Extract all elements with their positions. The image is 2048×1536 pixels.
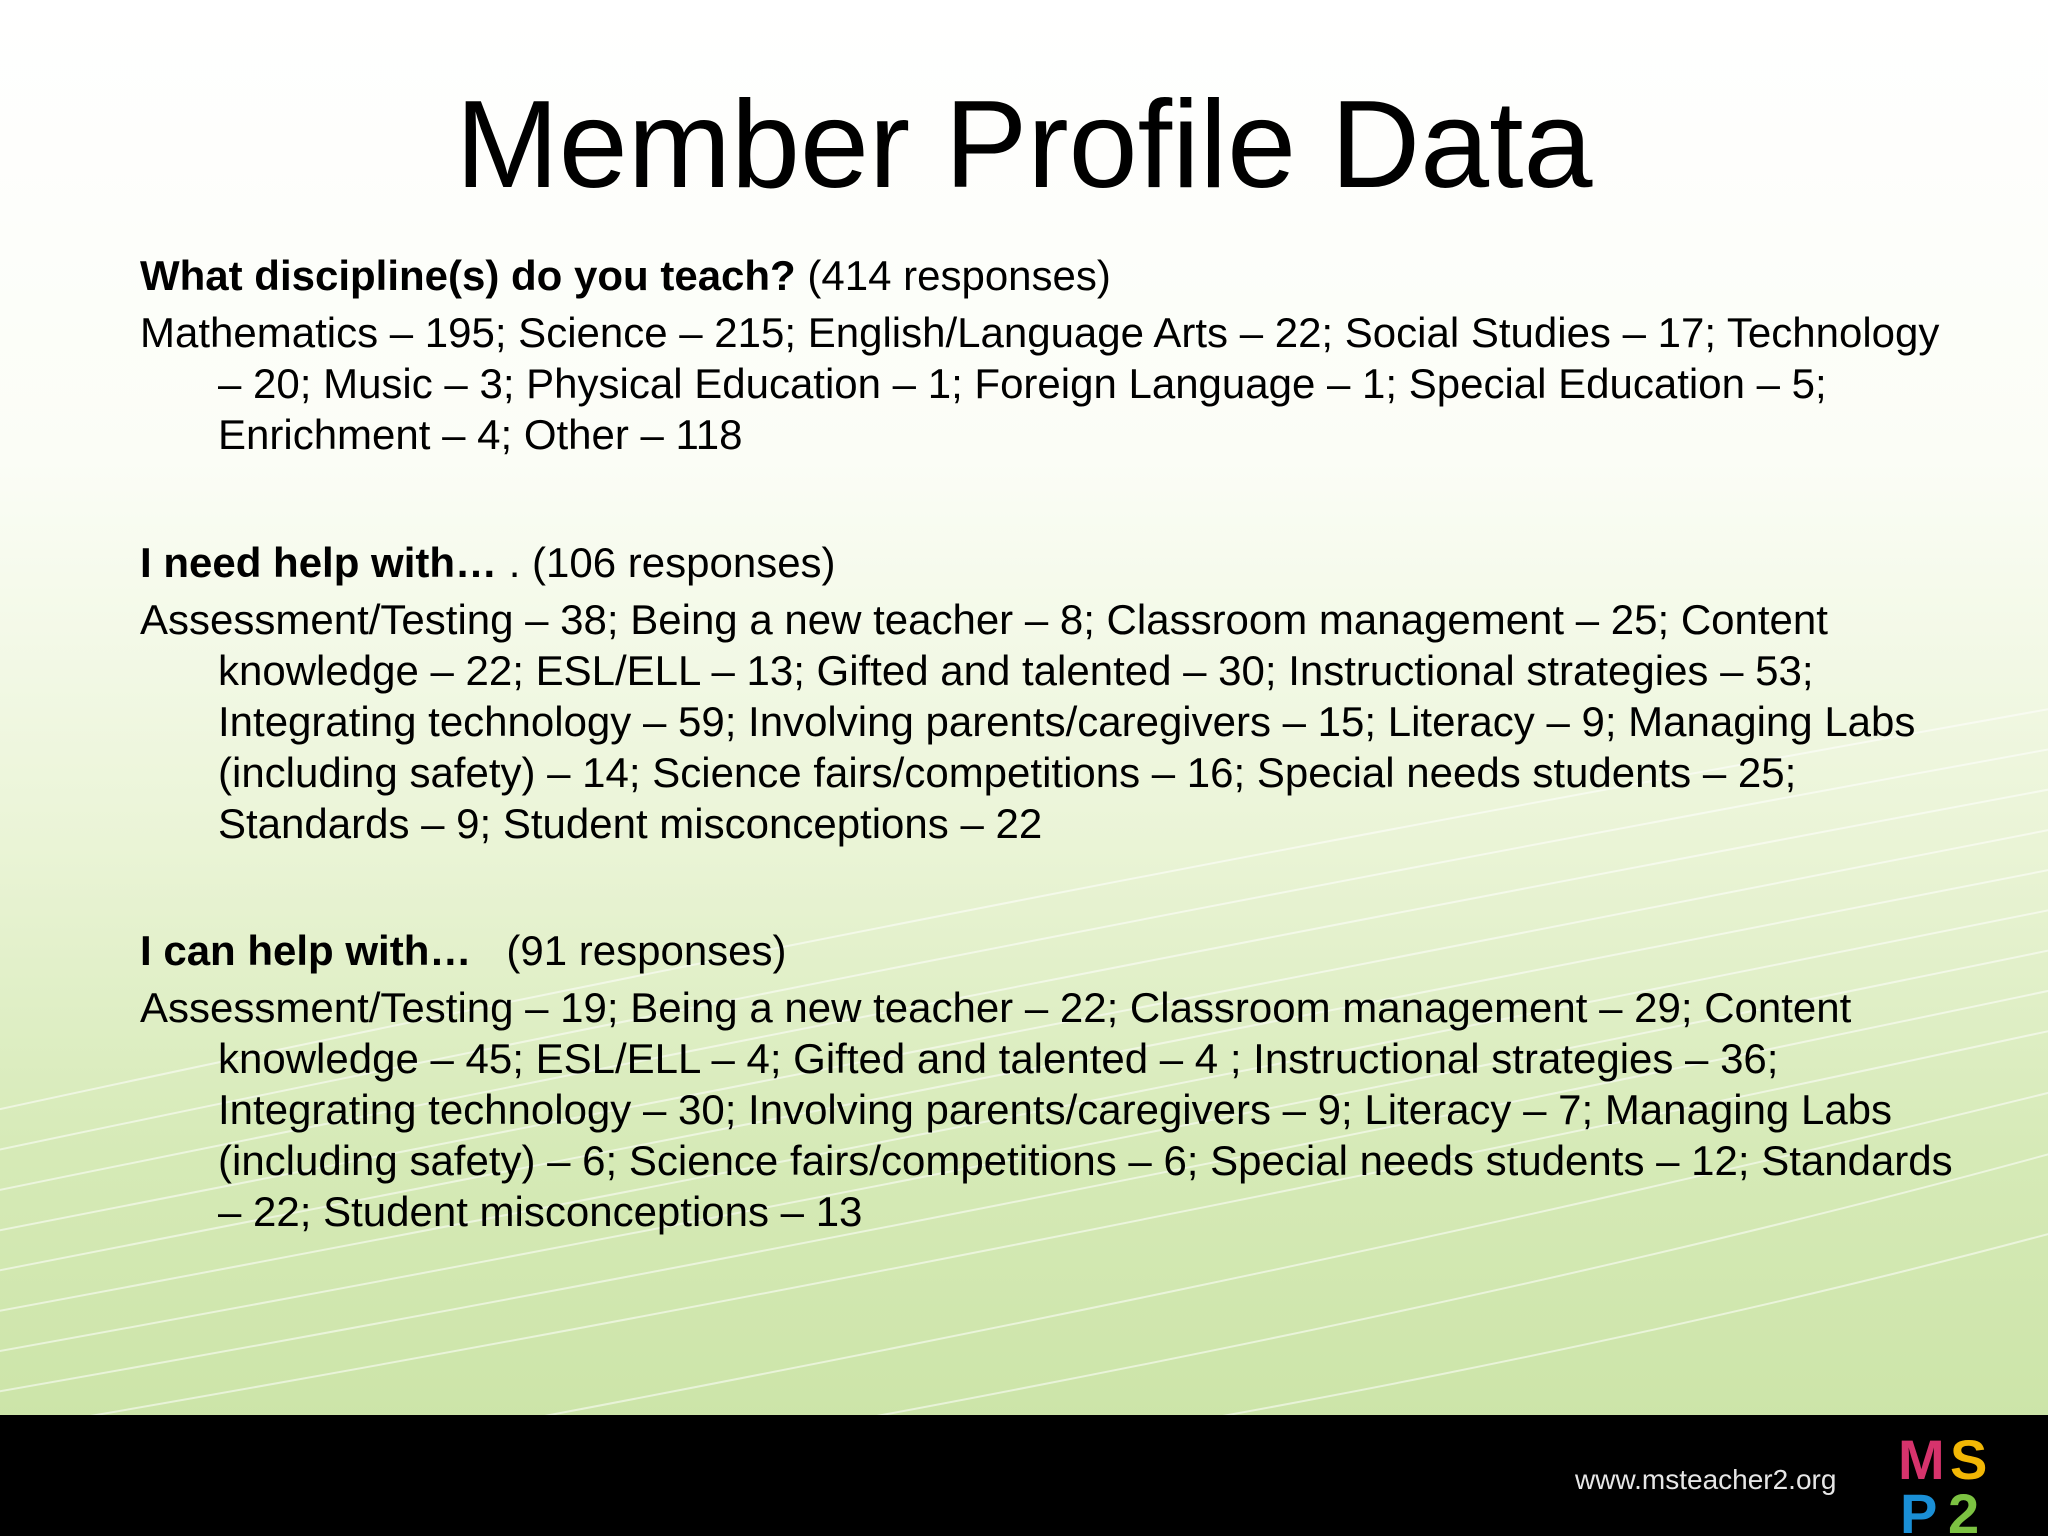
logo-digit-2: 2 bbox=[1948, 1482, 1980, 1536]
question-text: I can help with… bbox=[140, 927, 472, 974]
question-text: What discipline(s) do you teach? bbox=[140, 252, 796, 299]
answer-list: Assessment/Testing – 19; Being a new teacher – 22; Classroom management – 29; Content knowledge – 45; ESL/ELL – 4; Gifted and talented – 4 ; Instructional strategies – 36; Integrating technology – 30; Involving parents/caregivers – 9; Literacy – 7; Managing Labs (including safety) – 6; Science fairs/competitions – 6; Special needs students – 12; Standards – 22; Student misconceptions – 13 bbox=[140, 984, 1953, 1235]
section-disciplines bbox=[140, 245, 1970, 460]
slide-title: Member Profile Data bbox=[455, 76, 1593, 214]
answer-list: Mathematics – 195; Science – 215; English/Language Arts – 22; Social Studies – 17; Technology – 20; Music – 3; Physical Education – 1; Foreign Language – 1; Special Education – 5; Enrichment – 4; Other – 118 bbox=[140, 309, 1940, 458]
section-need-help bbox=[140, 532, 1970, 849]
question-line bbox=[140, 245, 1970, 307]
answer-list: Assessment/Testing – 38; Being a new teacher – 8; Classroom management – 25; Content knowledge – 22; ESL/ELL – 13; Gifted and talented – 30; Instructional strategies – 53; Integrating technology – 59; Involving parents/caregivers – 15; Literacy – 9; Managing Labs (including safety) – 14; Science fairs/competitions – 16; Special needs students – 25; Standards – 9; Student misconceptions – 22 bbox=[140, 596, 1916, 847]
question-line bbox=[140, 920, 1970, 982]
question-line bbox=[140, 532, 1970, 594]
footer-url-link[interactable]: www.msteacher2.org bbox=[1575, 1464, 1837, 1495]
logo-letter-p: P bbox=[1900, 1482, 1938, 1536]
section-can-help bbox=[140, 920, 1970, 1237]
response-count: (414 responses) bbox=[807, 252, 1111, 299]
response-count: . (106 responses) bbox=[497, 539, 836, 586]
logo-letter-s: S bbox=[1950, 1431, 1988, 1491]
logo-letter-m: M bbox=[1898, 1431, 1945, 1491]
footer-bar bbox=[0, 1415, 2048, 1536]
msp2-logo bbox=[1898, 1431, 1998, 1536]
slide-body bbox=[140, 245, 1970, 1235]
response-count: (91 responses) bbox=[471, 927, 787, 974]
question-text: I need help with… bbox=[140, 539, 498, 586]
